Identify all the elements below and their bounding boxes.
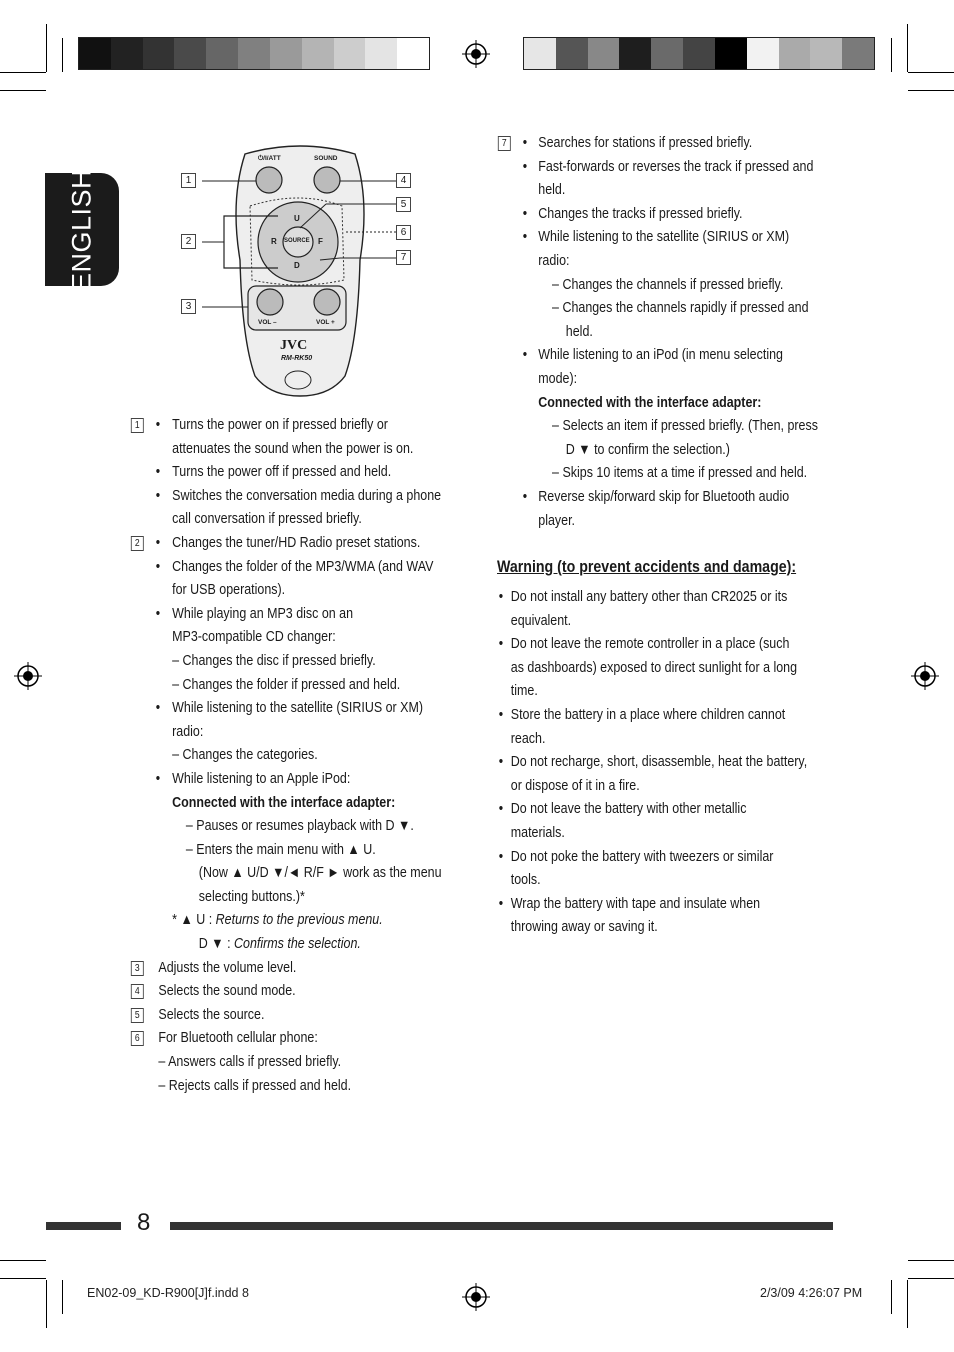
footnote-key: * ▲ U : — [172, 912, 216, 929]
item7-line: – Selects an item if pressed briefly. (Then, press — [552, 418, 818, 435]
item1-line: Turns the power off if pressed and held. — [172, 464, 392, 481]
crop-mark — [907, 24, 908, 72]
item7-subheading: Connected with the interface adapter: — [538, 394, 762, 411]
warning-section: Warning (to prevent accidents and damage): • Do not install any battery other than CR2025 or its equivalent. • Do not leave the remote controller in a place (such as dashboards) exposed to direct sunlight for a long time. • Store the battery in a place where children cannot reach. • Do not recharge, short, disassemble, heat the battery, or dispose of it in a fire. • Do not leave the battery with other metallic materials. • Do not poke the battery with tweezers or similar tools. • Wrap the battery with tape and insulate when throwing away or saving it. — [497, 556, 841, 940]
warning-line: Do not leave the battery with other metallic — [510, 801, 747, 818]
item2-line: While listening to the satellite (SIRIUS or XM) — [172, 700, 424, 717]
item7-line: held. — [538, 182, 566, 199]
warning-line: throwing away or saving it. — [510, 919, 658, 936]
model-label: RM-RK50 — [281, 355, 313, 362]
item7-line: radio: — [538, 252, 570, 269]
page-number: 8 — [137, 1209, 151, 1236]
item6-line: – Rejects calls if pressed and held. — [158, 1077, 352, 1094]
item3-text: Adjusts the volume level. — [158, 959, 297, 976]
warning-line: Wrap the battery with tape and insulate when — [510, 895, 761, 912]
item-number: 5 — [131, 1008, 144, 1023]
item2-line: for USB operations). — [172, 582, 286, 599]
warning-line: tools. — [510, 872, 541, 889]
warning-line: time. — [510, 683, 538, 700]
warning-line: reach. — [510, 730, 546, 747]
warning-line: Do not poke the battery with tweezers or similar — [510, 848, 774, 865]
crop-mark — [46, 24, 47, 72]
item2-line: MP3-compatible CD changer: — [172, 629, 336, 646]
footnote-text: Confirms the selection. — [234, 936, 361, 953]
remote-illustration — [180, 140, 420, 400]
left-column: 1 • Turns the power on if pressed briefly or attenuates the sound when the power is on. • Turns the power off if pressed and held. • Switches the conversation media during a phone call conversation if pressed briefly. 2 • Changes the tuner/HD Radio preset stations. • Changes the folder of the MP3/WMA (and WAV for USB operations). • While playing an MP3 disc on an MP3-compatible CD changer: – Changes the disc if pressed briefly. – Changes the folder if pressed and held. • While listening to the satellite (SIRIUS or XM) radio: – Changes the categories. • While listening to an Apple iPod: Connected with the interface adapter: – Pauses or resumes playback with D ▼. – Enters the main menu with ▲ U. (Now ▲ U/D ▼/◄ R/F ► work as the menu selecting buttons.)* * ▲ U : Returns to the previous menu. D ▼ : Confirms the selection. 3 Adjusts the volume level. 4 Selects the sound mode. 5 Selects the source. 6 For Bluetooth cellular phone: – Answers calls if pressed briefly. – Rejects calls if pressed and held. — [130, 414, 465, 1098]
language-tab — [45, 168, 119, 291]
footnote-key: D ▼ : — [198, 936, 235, 953]
warning-line: Do not install any battery other than CR2025 or its — [510, 589, 788, 605]
item2-subheading: Connected with the interface adapter: — [172, 794, 396, 811]
item2-line: – Enters the main menu with ▲ U. — [185, 841, 376, 858]
item1-line: Turns the power on if pressed briefly or — [172, 417, 388, 433]
registration-mark-left — [14, 662, 42, 690]
crop-mark — [62, 38, 63, 72]
crop-mark — [891, 1280, 892, 1314]
warning-line: equivalent. — [510, 612, 572, 629]
warning-line: Do not leave the remote controller in a place (such — [510, 636, 790, 653]
crop-mark — [908, 1260, 954, 1261]
item2-line: – Changes the folder if pressed and held. — [172, 676, 401, 693]
item7-line: Fast-forwards or reverses the track if pressed and — [538, 158, 814, 175]
callout-1: 1 — [181, 173, 196, 188]
item7-line: player. — [538, 512, 576, 529]
callout-2: 2 — [181, 234, 196, 249]
left-arrow-label: R — [271, 237, 277, 246]
footer-timestamp: 2/3/09 4:26:07 PM — [760, 1286, 863, 1300]
registration-mark-bottom — [462, 1283, 490, 1311]
item2-line: radio: — [172, 723, 204, 740]
brand-logo: JVC — [280, 338, 308, 353]
warning-line: as dashboards) exposed to direct sunlight for a long — [510, 659, 798, 676]
item7-line: mode): — [538, 370, 578, 387]
crop-mark — [908, 90, 954, 91]
crop-mark — [0, 90, 46, 91]
item4-text: Selects the sound mode. — [158, 983, 296, 1000]
crop-mark — [62, 1280, 63, 1314]
footer-file: EN02-09_KD-R900[J]f.indd 8 — [87, 1286, 249, 1300]
item2-line: – Changes the categories. — [172, 747, 318, 764]
color-bar-left — [78, 37, 430, 70]
warning-line: Store the battery in a place where children cannot — [510, 706, 786, 723]
item-number: 1 — [131, 418, 144, 433]
crop-mark — [907, 1280, 908, 1328]
item7-line: – Changes the channels if pressed briefly. — [552, 276, 784, 293]
callout-5: 5 — [396, 197, 411, 212]
power-button-label: ⏻/I/ATT — [258, 155, 281, 162]
registration-mark-right — [911, 662, 939, 690]
crop-mark — [46, 1280, 47, 1328]
item7-line: Changes the tracks if pressed briefly. — [538, 205, 743, 222]
down-arrow-label: D — [294, 261, 300, 270]
crop-mark — [0, 1260, 46, 1261]
item1-line: Switches the conversation media during a phone — [172, 487, 442, 504]
item7-line: Reverse skip/forward skip for Bluetooth audio — [538, 488, 790, 505]
registration-mark-top — [462, 40, 490, 68]
warning-line: Do not recharge, short, disassemble, heat the battery, — [510, 754, 808, 771]
item2-line: Changes the tuner/HD Radio preset stations. — [172, 534, 421, 551]
rule-right — [170, 1222, 833, 1230]
item5-text: Selects the source. — [158, 1006, 265, 1023]
item2-line: (Now ▲ U/D ▼/◄ R/F ► work as the menu — [198, 865, 442, 882]
color-bar-right — [523, 37, 875, 70]
warning-title: Warning (to prevent accidents and damage): — [497, 558, 797, 576]
item-number: 4 — [131, 984, 144, 999]
item1-line: call conversation if pressed briefly. — [172, 511, 362, 528]
crop-mark — [908, 1278, 954, 1279]
callout-6: 6 — [396, 225, 411, 240]
crop-mark — [908, 72, 954, 73]
up-arrow-label: U — [294, 214, 300, 223]
item7-line: Searches for stations if pressed briefly. — [538, 135, 753, 151]
item1-line: attenuates the sound when the power is on. — [172, 440, 414, 457]
item2-line: – Changes the disc if pressed briefly. — [172, 652, 376, 669]
crop-mark — [891, 38, 892, 72]
warning-line: materials. — [510, 824, 565, 841]
item7-line: D ▼ to confirm the selection.) — [565, 441, 730, 458]
callout-4: 4 — [396, 173, 411, 188]
right-arrow-label: F — [318, 237, 323, 246]
callout-3: 3 — [181, 299, 196, 314]
sound-button-label: SOUND — [314, 155, 338, 162]
vol-minus-label: VOL – — [258, 319, 277, 326]
footnote-text: Returns to the previous menu. — [215, 912, 383, 929]
item2-line: – Pauses or resumes playback with D ▼. — [185, 818, 414, 835]
item7-line: While listening to an iPod (in menu selecting — [538, 347, 783, 364]
item6-text: For Bluetooth cellular phone: — [158, 1030, 318, 1047]
rule-left — [46, 1222, 121, 1230]
item7-line: – Skips 10 items at a time if pressed and held. — [552, 465, 808, 482]
item-number: 3 — [131, 961, 144, 976]
callout-7: 7 — [396, 250, 411, 265]
item2-line: While listening to an Apple iPod: — [172, 770, 351, 787]
item2-line: selecting buttons.)* — [198, 888, 305, 905]
item-number: 7 — [498, 136, 511, 151]
item-number: 6 — [131, 1031, 144, 1046]
warning-line: or dispose of it in a fire. — [510, 777, 640, 794]
vol-plus-label: VOL + — [316, 319, 335, 326]
crop-mark — [0, 1278, 46, 1279]
language-tab-label: ENGLISH — [66, 168, 97, 291]
item6-line: – Answers calls if pressed briefly. — [158, 1054, 342, 1071]
item7-line: While listening to the satellite (SIRIUS or XM) — [538, 229, 790, 246]
item2-line: Changes the folder of the MP3/WMA (and WAV — [172, 558, 434, 575]
right-column: 7 • Searches for stations if pressed briefly. • Fast-forwards or reverses the track if pressed and held. • Changes the tracks if pressed briefly. • While listening to the satellite (SIRIUS or XM) radio: – Changes the channels if pressed briefly. – Changes the channels rapidly if pressed and held. • While listening to an iPod (in menu selecting mode): Connected with the interface adapter: – Selects an item if pressed briefly. (Then, press D ▼ to confirm the selection.) – Skips 10 items at a time if pressed and held. • Reverse skip/forward skip for Bluetooth audio player. — [497, 132, 841, 533]
item2-line: While playing an MP3 disc on an — [172, 605, 354, 622]
crop-mark — [0, 72, 46, 73]
source-button-label: SOURCE — [284, 238, 310, 244]
item-number: 2 — [131, 536, 144, 551]
item7-line: held. — [565, 323, 593, 340]
item7-line: – Changes the channels rapidly if pressed and — [552, 300, 809, 317]
